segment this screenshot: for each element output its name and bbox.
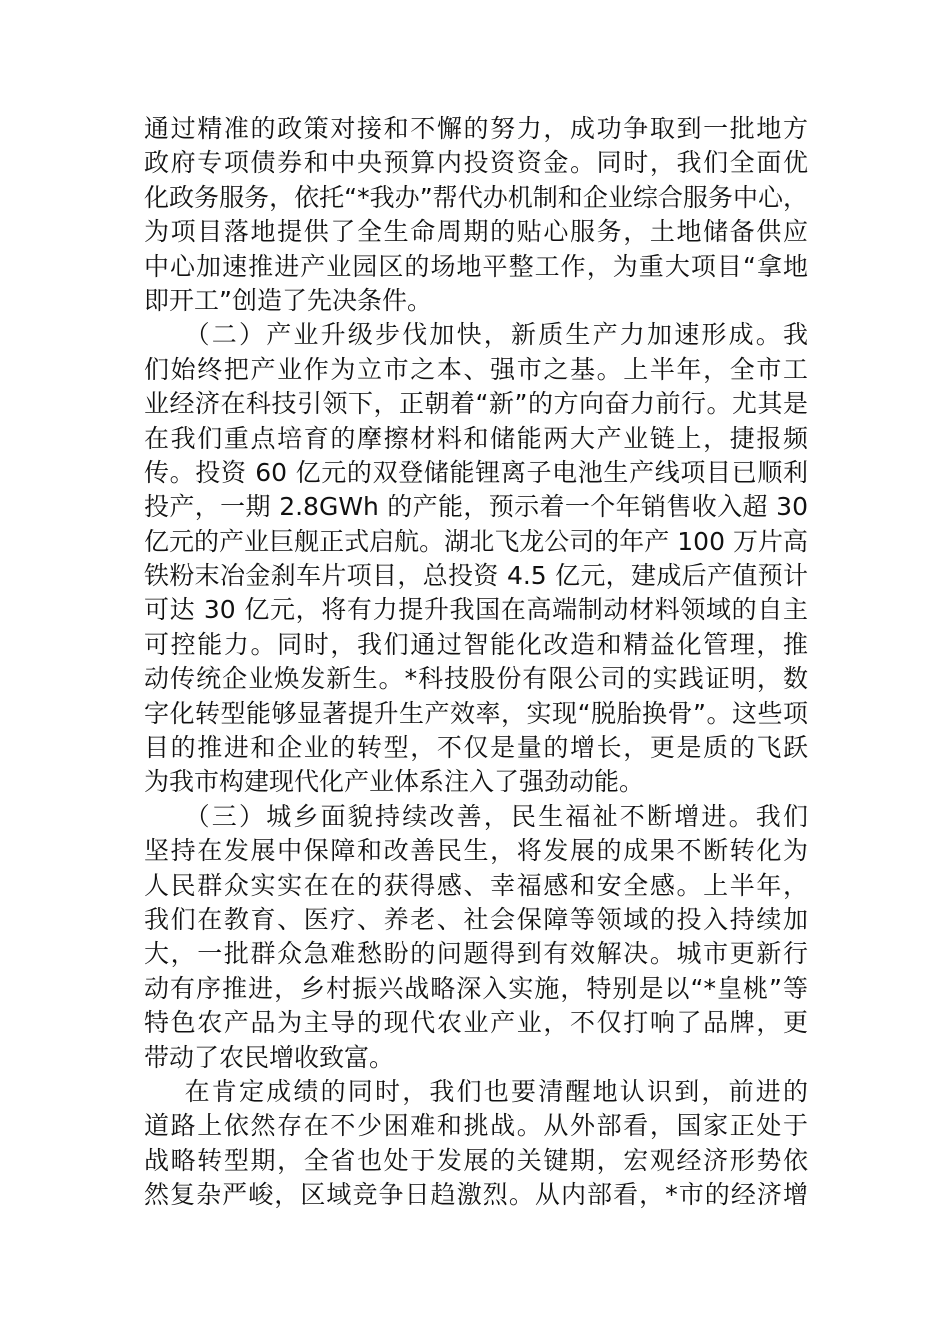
text-line: 大，一批群众急难愁盼的问题得到有效解决。城市更新行 [144, 939, 808, 969]
text-line: 即开工”创造了先决条件。 [144, 285, 432, 315]
text-line: 铁粉末冶金刹车片项目，总投资 4.5 亿元，建成后产值预计 [144, 561, 808, 591]
text-line: 传。投资 60 亿元的双登储能锂离子电池生产线项目已顺利 [144, 457, 808, 487]
text-line: 在我们重点培育的摩擦材料和储能两大产业链上，捷报频 [144, 423, 808, 453]
text-line: 可达 30 亿元，将有力提升我国在高端制动材料领域的自主 [144, 595, 808, 625]
text-line: 为项目落地提供了全生命周期的贴心服务，土地储备供应 [144, 217, 808, 247]
text-line: 投产，一期 2.8GWh 的产能，预示着一个年销售收入超 30 [144, 492, 808, 522]
body-text [144, 112, 808, 1213]
text-line: 通过精准的政策对接和不懈的努力，成功争取到一批地方 [144, 114, 808, 143]
text-line: 业经济在科技引领下，正朝着“新”的方向奋力前行。尤其是 [144, 389, 808, 419]
text-line: 特色农产品为主导的现代农业产业，不仅打响了品牌，更 [144, 1008, 808, 1038]
text-line: 带动了农民增收致富。 [144, 1042, 395, 1072]
text-line: 动有序推进，乡村振兴战略深入实施，特别是以“*皇桃”等 [144, 973, 808, 1003]
text-line: 坚持在发展中保障和改善民生，将发展的成果不断转化为 [144, 836, 808, 866]
text-line: 亿元的产业巨舰正式启航。湖北飞龙公司的年产 100 万片高 [144, 526, 808, 556]
text-line: 我们在教育、医疗、养老、社会保障等领域的投入持续加 [144, 904, 808, 934]
text-line: 为我市构建现代化产业体系注入了强劲动能。 [144, 767, 645, 797]
text-line: 人民群众实实在在的获得感、幸福感和安全感。上半年， [144, 870, 808, 900]
text-line: 在肯定成绩的同时，我们也要清醒地认识到，前进的 [144, 1076, 808, 1106]
text-line: 动传统企业焕发新生。*科技股份有限公司的实践证明，数 [144, 664, 808, 694]
text-line: 然复杂严峻，区域竞争日趋激烈。从内部看，*市的经济增 [144, 1180, 808, 1210]
text-line: 道路上依然存在不少困难和挑战。从外部看，国家正处于 [144, 1111, 808, 1141]
text-line: 化政务服务，依托“*我办”帮代办机制和企业综合服务中心， [144, 182, 808, 212]
text-line: 中心加速推进产业园区的场地平整工作，为重大项目“拿地 [144, 251, 808, 281]
text-line: （二）产业升级步伐加快，新质生产力加速形成。我 [144, 320, 808, 350]
text-line: 可控能力。同时，我们通过智能化改造和精益化管理，推 [144, 629, 808, 659]
text-line: 战略转型期，全省也处于发展的关键期，宏观经济形势依 [144, 1145, 808, 1175]
text-line: （三）城乡面貌持续改善，民生福祉不断增进。我们 [144, 801, 808, 831]
text-line: 政府专项债券和中央预算内投资资金。同时，我们全面优 [144, 148, 808, 178]
text-line: 目的推进和企业的转型，不仅是量的增长，更是质的飞跃 [144, 733, 808, 763]
text-line: 们始终把产业作为立市之本、强市之基。上半年，全市工 [144, 354, 808, 384]
text-line: 字化转型能够显著提升生产效率，实现“脱胎换骨”。这些项 [144, 698, 808, 728]
